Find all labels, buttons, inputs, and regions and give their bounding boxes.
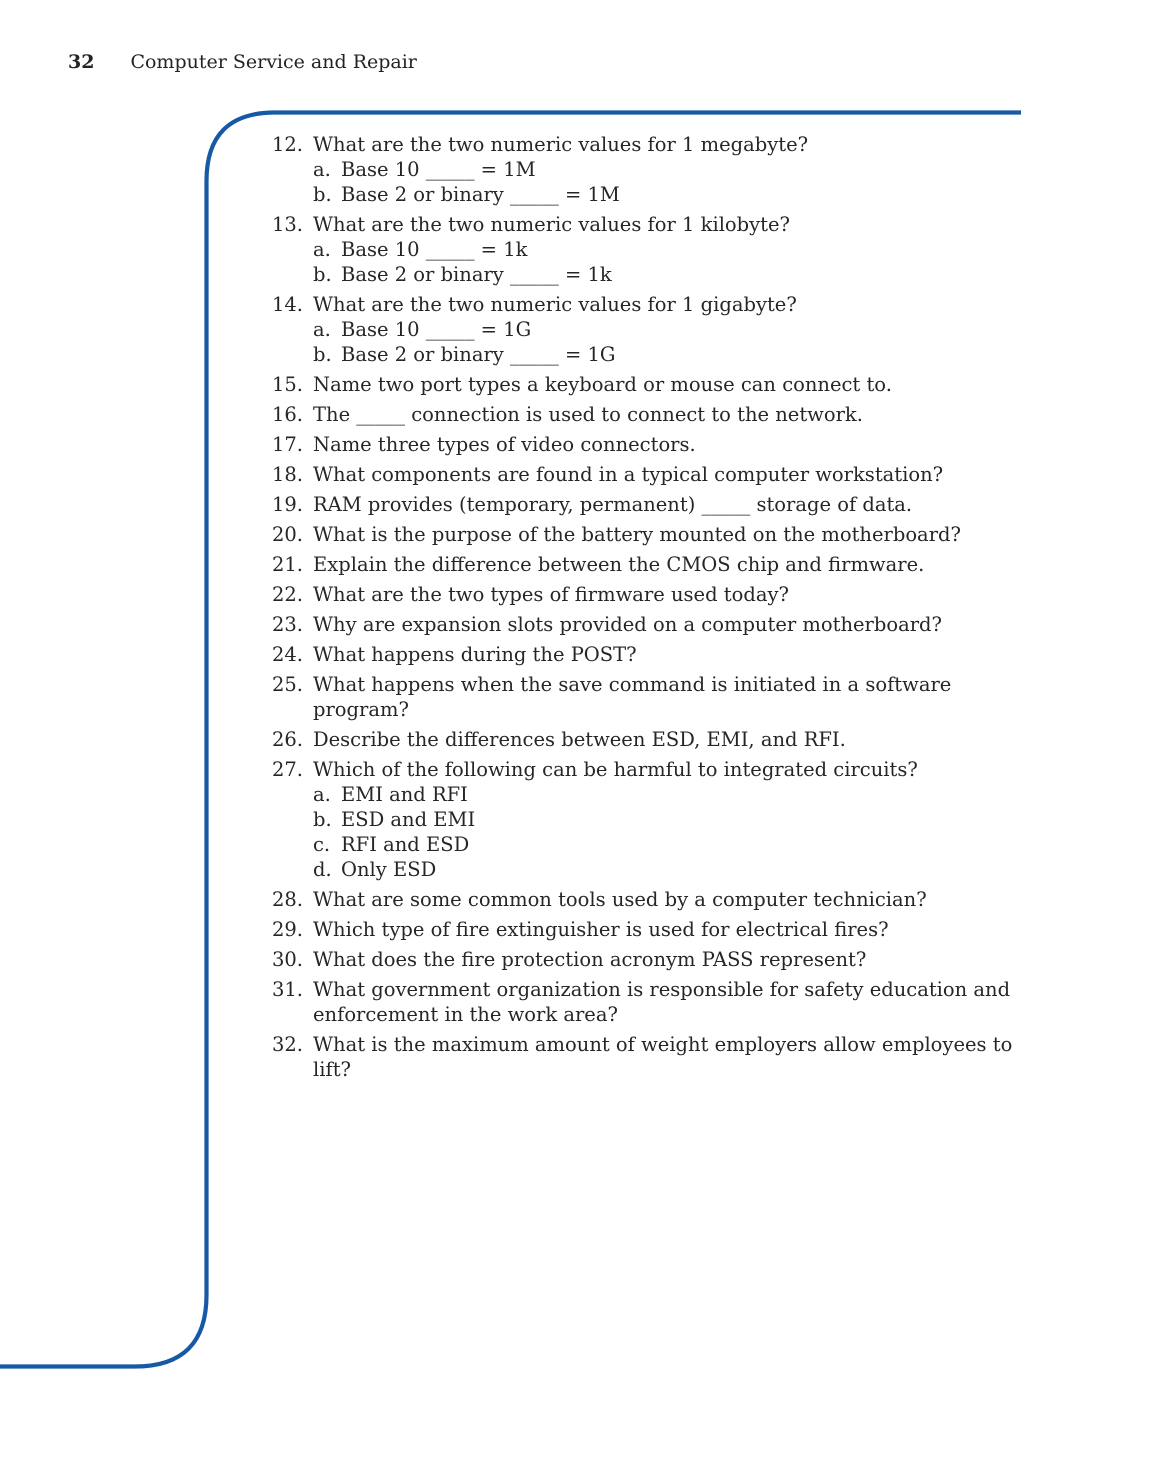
question-text: Describe the differences between ESD, EMI, and RFI. (313, 728, 846, 751)
question-body (313, 1032, 1043, 1082)
question-item (265, 1032, 1043, 1082)
question-number: 22. (271, 583, 303, 606)
question-item (265, 402, 1043, 427)
question-number: 13. (271, 213, 303, 236)
question-number: 31. (271, 978, 303, 1001)
question-text: The _____ connection is used to connect to the network. (313, 403, 863, 426)
question-number: 15. (271, 373, 303, 396)
question-subitem (313, 782, 1043, 807)
subitem-text: Base 10 _____ = 1M (341, 158, 536, 181)
question-number: 16. (271, 403, 303, 426)
question-text: What happens during the POST? (313, 643, 637, 666)
subitem-text: Base 2 or binary _____ = 1k (341, 263, 612, 286)
question-item (265, 582, 1043, 607)
page-number: 32 (68, 51, 95, 73)
question-text: What government organization is responsible for safety education and enforcement in the work area? (313, 978, 1011, 1026)
question-item (265, 552, 1043, 577)
question-text: Name three types of video connectors. (313, 433, 696, 456)
question-subitem (313, 342, 1043, 367)
subitem-label: b. (313, 808, 332, 831)
question-number: 26. (271, 728, 303, 751)
question-subitems (313, 782, 1043, 882)
question-body (313, 552, 1043, 577)
question-body (313, 132, 1043, 207)
question-number: 20. (271, 523, 303, 546)
subitem-text: RFI and ESD (341, 833, 470, 856)
question-number: 19. (271, 493, 303, 516)
question-body (313, 642, 1043, 667)
question-text: Which type of fire extinguisher is used for electrical fires? (313, 918, 889, 941)
question-number: 14. (271, 293, 303, 316)
question-item (265, 887, 1043, 912)
question-body (313, 462, 1043, 487)
question-item (265, 977, 1043, 1027)
question-item (265, 212, 1043, 287)
question-body (313, 612, 1043, 637)
question-body (313, 522, 1043, 547)
question-subitem (313, 317, 1043, 342)
question-text: What is the maximum amount of weight employers allow employees to lift? (313, 1033, 1013, 1081)
question-item (265, 947, 1043, 972)
question-body (313, 212, 1043, 287)
question-number: 21. (271, 553, 303, 576)
question-body (313, 977, 1043, 1027)
question-body (313, 432, 1043, 457)
question-text: What are the two types of firmware used today? (313, 583, 789, 606)
question-item (265, 292, 1043, 367)
question-body (313, 727, 1043, 752)
question-number: 17. (271, 433, 303, 456)
subitem-label: b. (313, 263, 332, 286)
question-body (313, 887, 1043, 912)
running-header (68, 50, 417, 75)
question-text: What does the fire protection acronym PASS represent? (313, 948, 867, 971)
question-subitem (313, 262, 1043, 287)
subitem-text: Base 2 or binary _____ = 1G (341, 343, 616, 366)
question-text: What happens when the save command is initiated in a software program? (313, 673, 952, 721)
question-number: 25. (271, 673, 303, 696)
question-item (265, 462, 1043, 487)
subitem-text: Base 10 _____ = 1G (341, 318, 532, 341)
question-body (313, 372, 1043, 397)
question-item (265, 672, 1043, 722)
question-number: 18. (271, 463, 303, 486)
question-body (313, 402, 1043, 427)
question-item (265, 432, 1043, 457)
question-body (313, 672, 1043, 722)
subitem-text: Base 2 or binary _____ = 1M (341, 183, 620, 206)
question-item (265, 642, 1043, 667)
question-text: What are some common tools used by a computer technician? (313, 888, 927, 911)
question-text: Why are expansion slots provided on a computer motherboard? (313, 613, 942, 636)
question-text: What is the purpose of the battery mounted on the motherboard? (313, 523, 961, 546)
question-subitems (313, 157, 1043, 207)
question-body (313, 492, 1043, 517)
subitem-label: a. (313, 158, 331, 181)
subitem-label: c. (313, 833, 331, 856)
book-title: Computer Service and Repair (130, 51, 417, 73)
question-subitem (313, 237, 1043, 262)
question-item (265, 522, 1043, 547)
question-body (313, 582, 1043, 607)
question-text: What are the two numeric values for 1 megabyte? (313, 133, 809, 156)
question-text: What are the two numeric values for 1 kilobyte? (313, 213, 790, 236)
question-number: 23. (271, 613, 303, 636)
question-subitem (313, 807, 1043, 832)
question-item (265, 917, 1043, 942)
question-body (313, 292, 1043, 367)
question-number: 32. (271, 1033, 303, 1056)
subitem-label: a. (313, 238, 331, 261)
question-subitem (313, 182, 1043, 207)
question-number: 29. (271, 918, 303, 941)
question-number: 27. (271, 758, 303, 781)
question-number: 30. (271, 948, 303, 971)
subitem-label: b. (313, 183, 332, 206)
question-body (313, 917, 1043, 942)
question-item (265, 727, 1043, 752)
question-subitem (313, 157, 1043, 182)
question-item (265, 612, 1043, 637)
subitem-label: a. (313, 783, 331, 806)
subitem-text: ESD and EMI (341, 808, 476, 831)
question-text: What components are found in a typical computer workstation? (313, 463, 944, 486)
question-subitem (313, 857, 1043, 882)
subitem-text: Only ESD (341, 858, 437, 881)
question-list (265, 132, 1043, 1087)
question-text: Name two port types a keyboard or mouse can connect to. (313, 373, 892, 396)
subitem-label: d. (313, 858, 332, 881)
question-text: RAM provides (temporary, permanent) _____ storage of data. (313, 493, 913, 516)
question-subitems (313, 317, 1043, 367)
question-text: Which of the following can be harmful to integrated circuits? (313, 758, 918, 781)
question-body (313, 947, 1043, 972)
question-number: 28. (271, 888, 303, 911)
question-item (265, 757, 1043, 882)
question-number: 24. (271, 643, 303, 666)
question-body (313, 757, 1043, 882)
question-item (265, 492, 1043, 517)
question-subitems (313, 237, 1043, 287)
question-number: 12. (271, 133, 303, 156)
subitem-label: b. (313, 343, 332, 366)
subitem-label: a. (313, 318, 331, 341)
question-text: What are the two numeric values for 1 gigabyte? (313, 293, 797, 316)
question-subitem (313, 832, 1043, 857)
question-item (265, 132, 1043, 207)
subitem-text: EMI and RFI (341, 783, 468, 806)
question-item (265, 372, 1043, 397)
question-text: Explain the difference between the CMOS chip and firmware. (313, 553, 925, 576)
subitem-text: Base 10 _____ = 1k (341, 238, 528, 261)
